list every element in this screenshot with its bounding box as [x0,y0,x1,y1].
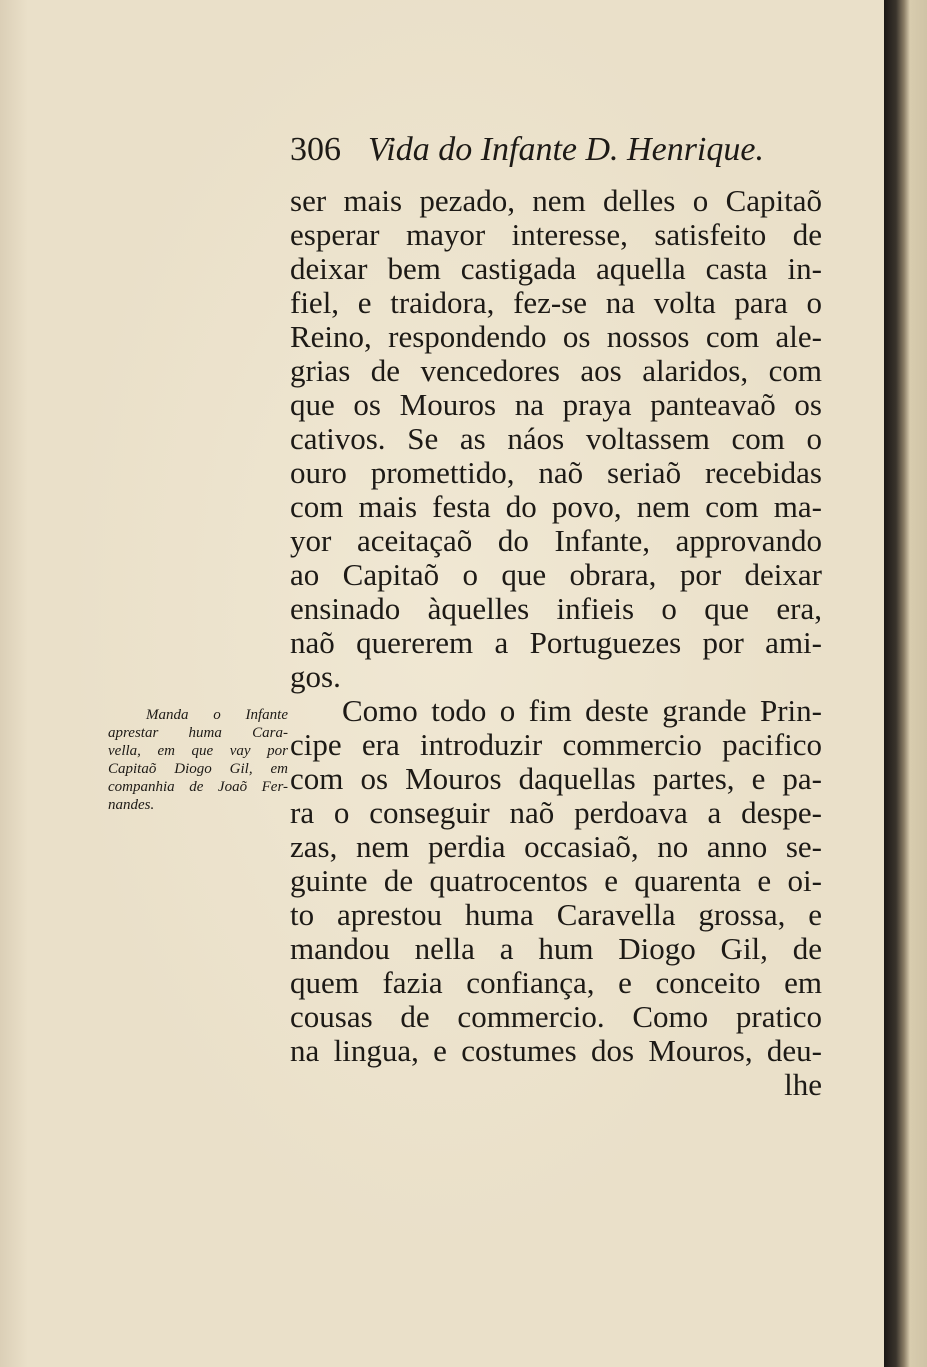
marginal-note-line: nandes. [108,797,155,813]
paragraph-first-line: Como todo o fim deste grande Prin- [342,693,822,728]
text-line: cipe era introduzir commercio pacifico [290,727,822,762]
page-number: 306 [290,131,341,168]
body-text [290,184,822,1102]
text-line: com mais festa do povo, nem com ma- [290,489,822,524]
text-line: fiel, e traidora, fez-se na volta para o [290,285,822,320]
text-line: ouro promettido, naõ seriaõ recebidas [290,455,822,490]
running-title: Vida do Infante D. Henrique. [368,131,764,168]
page-header [290,128,830,172]
marginal-note-line: vella, em que vay por [108,743,288,759]
text-line: guinte de quatrocentos e quarenta e oi- [290,863,822,898]
marginal-note [108,706,288,814]
text-line: to aprestou huma Caravella grossa, e [290,897,822,932]
text-line: yor aceitaçaõ do Infante, approvando [290,523,822,558]
text-line: com os Mouros daquellas partes, e pa- [290,761,822,796]
book-gutter [884,0,927,1367]
text-line: ra o conseguir naõ perdoava a despe- [290,795,822,830]
text-line: quem fazia confiança, e conceito em [290,965,822,1000]
text-line: na lingua, e costumes dos Mouros, deu- [290,1033,822,1068]
text-line: ao Capitaõ o que obrara, por deixar [290,557,822,592]
marginal-note-line: Capitaõ Diogo Gil, em [108,761,288,777]
text-line: cativos. Se as náos voltassem com o [290,421,822,456]
text-line: grias de vencedores aos alaridos, com [290,353,822,388]
text-line: naõ quererem a Portuguezes por ami- [290,625,822,660]
catchword: lhe [784,1067,822,1102]
text-line: ser mais pezado, nem delles o Capitaõ [290,183,822,218]
text-line: que os Mouros na praya panteavaõ os [290,387,822,422]
text-line: esperar mayor interesse, satisfeito de [290,217,822,252]
text-line: ensinado àquelles infieis o que era, [290,591,822,626]
marginal-note-line: Manda o Infante [146,707,288,723]
text-line: Reino, respondendo os nossos com ale- [290,319,822,354]
text-line: cousas de commercio. Como pratico [290,999,822,1034]
text-line: zas, nem perdia occasiaõ, no anno se- [290,829,822,864]
text-line: gos. [290,659,341,694]
text-line: deixar bem castigada aquella casta in- [290,251,822,286]
marginal-note-line: companhia de Joaõ Fer- [108,779,288,795]
text-line: mandou nella a hum Diogo Gil, de [290,931,822,966]
marginal-note-line: aprestar huma Cara- [108,725,288,741]
